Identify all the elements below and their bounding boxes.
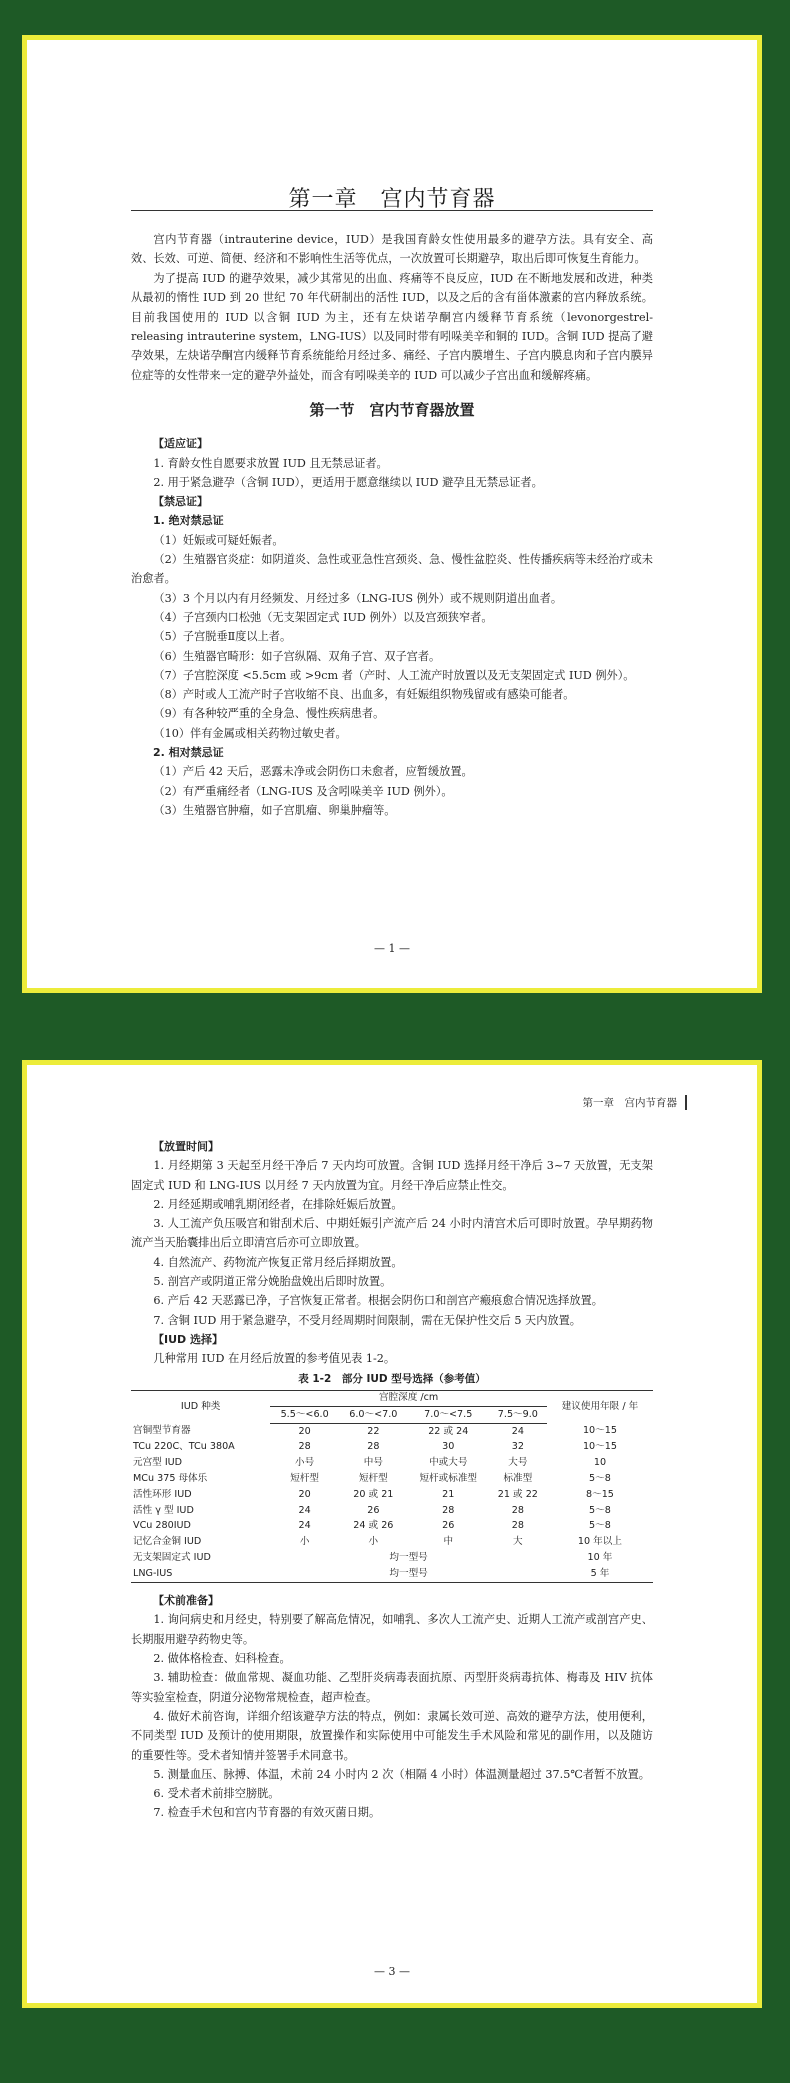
table-row [131,1487,653,1503]
page-1-body [131,230,653,820]
intro-paragraph-2: 为了提高 IUD 的避孕效果，减少其常见的出血、疼痛等不良反应，IUD 在不断地发展和改进，种类从最初的惰性 IUD 到 20 世纪 70 年代研制出的活性 IUD，以及之后的含有甾体激素的宫内释放系统。目前我国使用的 IUD 以含铜 IUD 为主，还有左炔诺孕酮宫内缓释节育系统（levonorgestrel-releasing intrauterine system，LNG-IUS）以及同时带有吲哚美辛和铜的 IUD。含铜 IUD 提高了避孕效果，左炔诺孕酮宫内缓释节育系统能给月经过多、痛经、子宫内膜增生、子宫内膜息肉和子宫内膜异位症等的女性带来一定的避孕外益处，而含有吲哚美辛的 IUD 可以减少子宫出血和缓解疼痛。 [131,271,653,382]
table-header-type: IUD 种类 [131,1390,270,1424]
table-cell: 28 [367,1441,380,1453]
table-cell: 中或大号 [429,1457,468,1469]
table-cell: 大号 [508,1457,528,1469]
table-header-depth: 宫腔深度 /cm [270,1390,547,1407]
text-line: （8）产时或人工流产时子宫收缩不良、出血多，有妊娠组织物残留或有感染可能者。 [153,688,575,702]
table-cell: 20 或 21 [353,1488,394,1500]
text-line: 几种常用 IUD 在月经后放置的参考值见表 1-2。 [153,1352,396,1366]
text-line: （2）有严重痛经者（LNG-IUS 及含吲哚美辛 IUD 例外）。 [153,784,453,798]
text-line: （2）生殖器官炎症：如阴道炎、急性或亚急性宫颈炎、急、慢性盆腔炎、性传播疾病等未经治疗或未治愈者。 [131,553,653,586]
table-cell: 20 [298,1425,311,1437]
table-caption: 表 1-2 部分 IUD 型号选择（参考值） [298,1372,486,1385]
text-line: （3）生殖器官肿瘤，如子宫肌瘤、卵巢肿瘤等。 [153,803,396,817]
table-cell: 24 [298,1504,311,1516]
heading-line: 【适应证】 [153,437,208,451]
table-row [131,1519,653,1535]
text-line: 6. 产后 42 天恶露已净，子宫恢复正常者。根据会阴伤口和剖宫产瘢痕愈合情况选择放置。 [153,1294,603,1308]
table-cell: 活性 γ 型 IUD [133,1504,194,1516]
table-cell: 30 [442,1441,455,1453]
page-2-lines-bottom [131,1591,653,1823]
table-row [131,1503,653,1519]
table-body [131,1424,653,1583]
table-cell: 小号 [295,1457,315,1469]
heading-line: 1. 绝对禁忌证 [153,514,224,528]
table-row [131,1440,653,1456]
heading-line: 2. 相对禁忌证 [153,746,224,759]
table-cell: LNG-IUS [131,1566,270,1582]
table-cell: 5～8 [589,1504,611,1516]
table-header-years: 建议使用年限 / 年 [547,1390,653,1424]
table-cell: 5～8 [589,1520,611,1532]
page-2 [22,1060,762,2008]
table-cell: 24 [511,1425,524,1437]
heading-line: 【IUD 选择】 [153,1332,223,1346]
text-line: （3）3 个月以内有月经频发、月经过多（LNG-IUS 例外）或不规则阴道出血者。 [153,591,563,605]
table-cell: 22 或 24 [428,1425,469,1437]
table-cell: 28 [298,1441,311,1453]
table-cell: 28 [511,1504,524,1516]
table-cell: TCu 220C、TCu 380A [133,1441,235,1453]
text-line: （7）子宫腔深度 <5.5cm 或 >9cm 者（产时、人工流产时放置以及无支架固定式 IUD 例外）。 [153,668,635,682]
table-row [131,1535,653,1551]
table-cell: 记忆合金铜 IUD [133,1536,202,1548]
text-line: 3. 人工流产负压吸宫和钳刮术后、中期妊娠引产流产后 24 小时内清宫术后可即时放置。孕早期药物流产当天胎囊排出后立即清宫后亦可立即放置。 [131,1217,653,1250]
text-line: 2. 做体格检查、妇科检查。 [153,1652,291,1666]
table-cell: 28 [442,1504,455,1516]
text-line: 5. 剖宫产或阴道正常分娩胎盘娩出后即时放置。 [153,1275,392,1289]
chapter-title-rule [131,210,653,211]
table-cell: 22 [367,1425,380,1437]
table-cell: 21 [442,1488,455,1500]
table-header-depth-col: 5.5～<6.0 [270,1407,339,1424]
text-line: （4）子宫颈内口松弛（无支架固定式 IUD 例外）以及宫颈狭窄者。 [153,610,493,624]
page-2-lines-top [131,1137,653,1369]
table-cell: 32 [511,1441,524,1453]
table-row [131,1566,653,1582]
table-cell: 10 年 [587,1552,613,1564]
table-cell: VCu 280IUD [133,1520,191,1532]
table-cell: 小 [368,1536,379,1548]
text-line: （6）生殖器官畸形：如子宫纵隔、双角子宫、双子宫者。 [153,649,441,663]
table-cell: 26 [367,1504,380,1516]
page-number-1: — 1 — [374,942,410,955]
table-cell: 均一型号 [389,1552,428,1564]
table-cell: 元宫型 IUD [133,1457,183,1469]
text-line: （5）子宫脱垂Ⅱ度以上者。 [153,630,292,644]
table-row [131,1424,653,1440]
table-cell: 10 年以上 [577,1536,622,1548]
table-cell: 短杆型 [358,1473,388,1485]
text-line: 4. 做好术前咨询，详细介绍该避孕方法的特点，例如：隶属长效可逆、高效的避孕方法，使用便利，不同类型 IUD 及预计的使用期限，放置操作和实际使用中可能发生手术风险和常见的副作用，以及随访的重要性等。受术者知情并签署手术同意书。 [131,1709,653,1762]
table-cell: 8～15 [586,1488,614,1500]
page-1-lines [131,434,653,820]
table-cell: 5 年 [547,1566,653,1582]
text-line: （1）妊娠或可疑妊娠者。 [153,533,284,547]
table-cell: 10～15 [582,1425,617,1437]
chapter-title: 第一章 宫内节育器 [288,187,496,212]
table-cell: 24 或 26 [353,1520,394,1532]
text-line: 7. 检查手术包和宫内节育器的有效灭菌日期。 [153,1806,381,1820]
table-header-depth-col: 7.5～9.0 [489,1407,547,1424]
table-cell: 21 或 22 [497,1488,538,1500]
page-1 [22,35,762,993]
table-header-depth-col: 6.0～<7.0 [339,1407,408,1424]
table-cell: 10 [593,1457,607,1469]
text-line: 7. 含铜 IUD 用于紧急避孕，不受月经周期时间限制，需在无保护性交后 5 天内放置。 [153,1313,581,1327]
table-cell: MCu 375 母体乐 [133,1473,208,1485]
table-cell: 无支架固定式 IUD [133,1552,211,1564]
table-cell: 5～8 [589,1473,611,1485]
table-cell: 均一型号 [270,1566,547,1582]
table-cell: 宫铜型节育器 [133,1425,191,1437]
table-row [131,1456,653,1472]
text-line: 3. 辅助检查：做血常规、凝血功能、乙型肝炎病毒表面抗原、丙型肝炎病毒抗体、梅毒及 HIV 抗体等实验室检查，阴道分泌物常规检查，超声检查。 [131,1671,653,1704]
table-cell: 标准型 [503,1473,533,1485]
table-cell: 10～15 [582,1441,617,1453]
text-line: 1. 月经期第 3 天起至月经干净后 7 天内均可放置。含铜 IUD 选择月经干净后 3~7 天放置，无支架固定式 IUD 和 LNG-IUS 以月经 7 天内放置为宜。月经干净后应禁止性交。 [131,1159,653,1192]
text-line: （9）有各种较严重的全身急、慢性疾病患者。 [153,707,385,721]
page-2-body [131,1137,653,1823]
intro-paragraph-1: 宫内节育器（intrauterine device，IUD）是我国育龄女性使用最多的避孕方法。具有安全、高效、长效、可逆、简便、经济和不影响性生活等优点，一次放置可长期避孕，取出后即可恢复生育能力。 [131,233,653,266]
running-head: 第一章 宫内节育器 [583,1095,688,1110]
table-row [131,1551,653,1567]
text-line: 6. 受术者术前排空膀胱。 [153,1787,280,1801]
table-cell: 小 [299,1536,310,1548]
iud-table [131,1390,653,1584]
table-cell: 中 [443,1536,454,1548]
section-title: 第一节 宫内节育器放置 [309,401,475,420]
text-line: 2. 用于紧急避孕（含铜 IUD），更适用于愿意继续以 IUD 避孕且无禁忌证者。 [153,475,543,489]
text-line: 2. 月经延期或哺乳期闭经者，在排除妊娠后放置。 [153,1197,403,1211]
heading-line: 【术前准备】 [153,1594,219,1608]
text-line: 1. 育龄女性自愿要求放置 IUD 且无禁忌证者。 [153,456,388,470]
heading-line: 【放置时间】 [153,1140,219,1153]
table-row [131,1472,653,1488]
text-line: 1. 询问病史和月经史，特别要了解高危情况，如哺乳、多次人工流产史、近期人工流产或剖宫产史、长期服用避孕药物史等。 [131,1613,653,1646]
table-cell: 活性环形 IUD [133,1488,192,1500]
table-cell: 24 [298,1520,311,1532]
table-cell: 28 [511,1520,524,1532]
table-cell: 短杆型 [290,1473,320,1485]
table-header-depth-col: 7.0～<7.5 [408,1407,489,1424]
text-line: （1）产后 42 天后，恶露未净或会阴伤口未愈者，应暂缓放置。 [153,765,473,779]
table-cell: 短杆或标准型 [419,1473,478,1485]
text-line: 4. 自然流产、药物流产恢复正常月经后择期放置。 [153,1255,403,1269]
table-cell: 20 [298,1488,311,1500]
text-line: 5. 测量血压、脉搏、体温，术前 24 小时内 2 次（相隔 4 小时）体温测量超过 37.5℃者暂不放置。 [153,1767,650,1781]
text-line: （10）伴有金属或相关药物过敏史者。 [153,726,347,740]
heading-line: 【禁忌证】 [153,495,208,509]
table-cell: 26 [442,1520,455,1532]
page-number-3: — 3 — [374,1965,410,1978]
table-cell: 大 [513,1536,523,1548]
table-cell: 中号 [363,1457,383,1469]
